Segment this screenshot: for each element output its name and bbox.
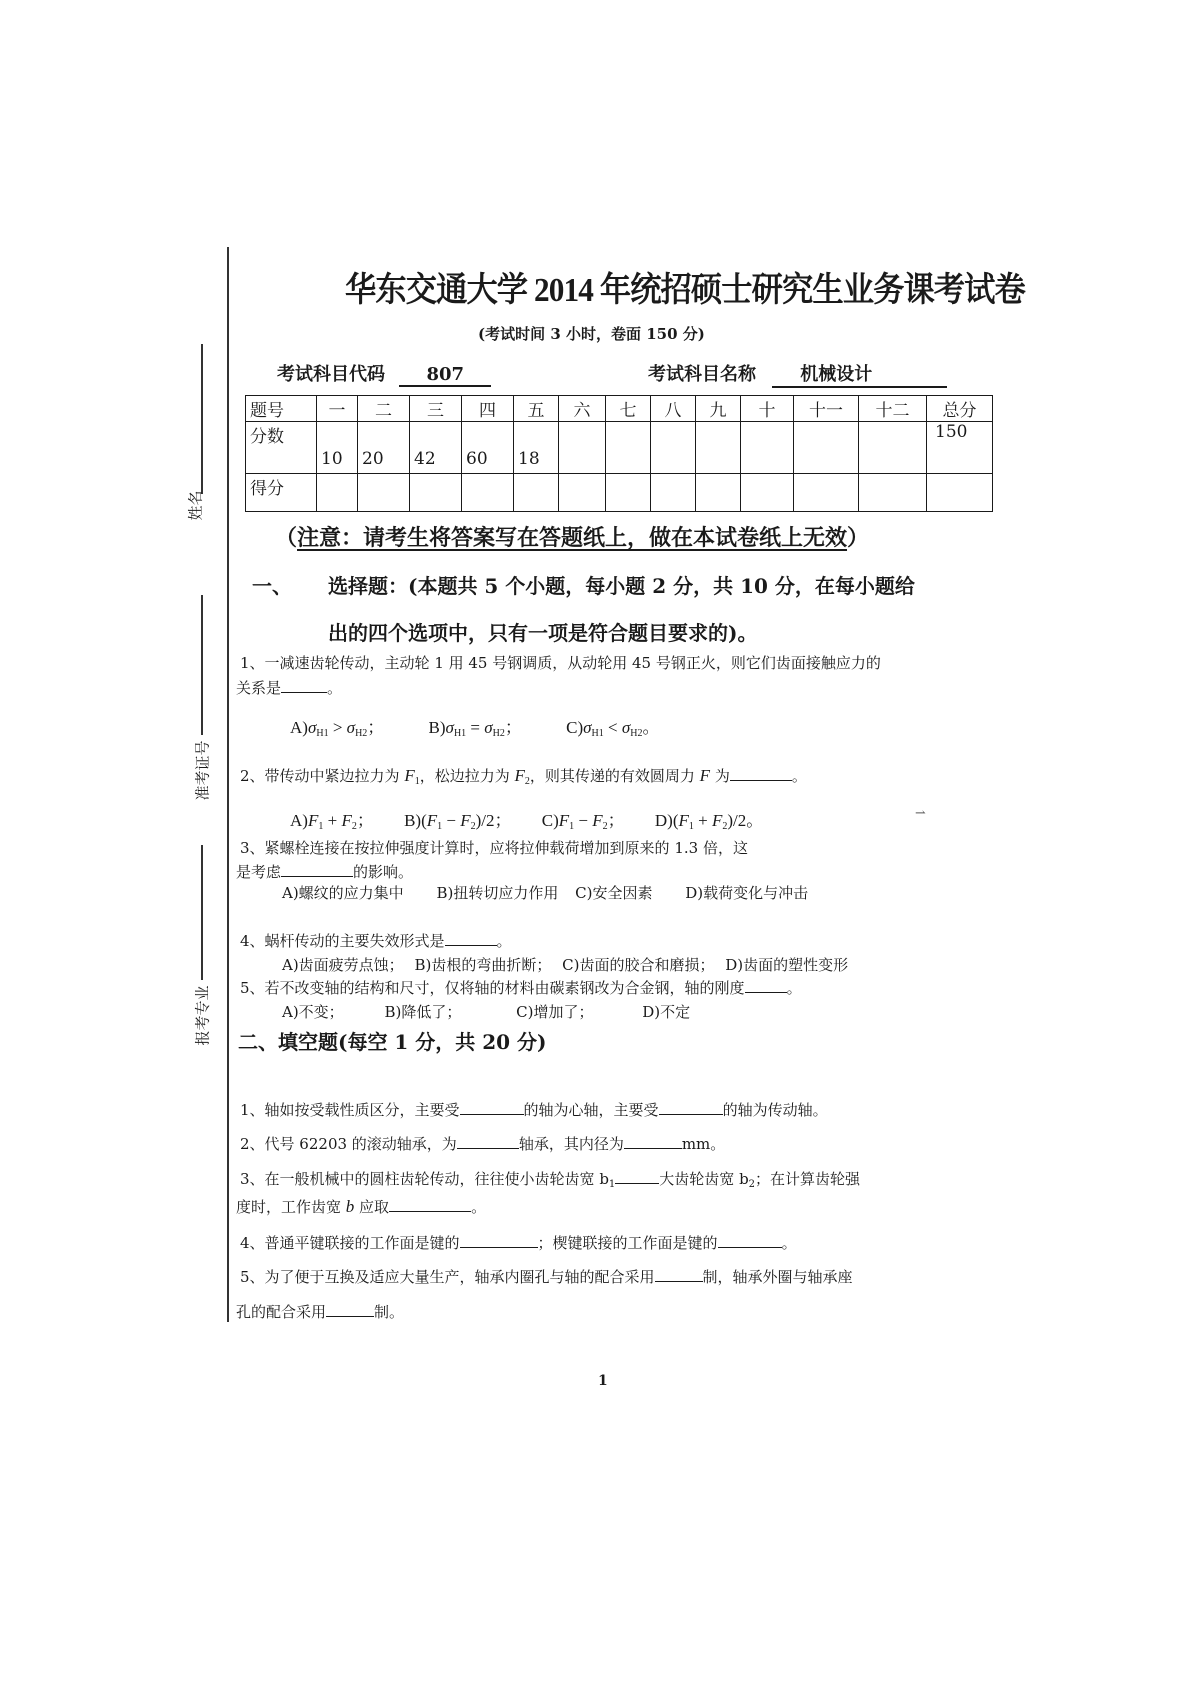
option-a: $A)F_1 + F_2$； [290, 811, 374, 832]
answer-blank [730, 766, 792, 781]
score-cell [317, 474, 358, 512]
subject-code-label: 考试科目代码 [277, 364, 385, 385]
points-cell [696, 422, 741, 474]
option-c: $C)F_1 - F_2$； [541, 811, 625, 832]
binding-line [227, 247, 229, 1322]
column-header: 总分 [927, 396, 993, 422]
page-number: 1 [598, 1373, 608, 1389]
name-label: 姓名 [186, 490, 205, 521]
score-cell [696, 474, 741, 512]
q3-options [282, 882, 808, 903]
option-d: D)不定 [642, 1003, 691, 1021]
q1-line2 [236, 677, 342, 698]
column-header: 十二 [859, 396, 927, 422]
option-c: $C)\sigma_{H1} < \sigma_{H2}$。 [566, 718, 660, 739]
answer-blank [326, 1302, 374, 1317]
major-underline [201, 845, 203, 980]
subject-code-row [277, 360, 491, 387]
answer-blank [718, 1233, 782, 1248]
section1-line1: 选择题：(本题共 5 个小题，每小题 2 分，共 10 分，在每小题给 [328, 574, 915, 598]
option-a: A)齿面疲劳点蚀； [282, 956, 404, 974]
option-d: $D)(F_1 + F_2)/2$。 [654, 811, 764, 832]
points-cell: 20 [358, 422, 410, 474]
option-c: C)安全因素 [575, 884, 653, 902]
q5-options [282, 1001, 690, 1022]
points-cell [651, 422, 696, 474]
row-label: 题号 [246, 396, 317, 422]
answer-blank [615, 1169, 659, 1184]
points-cell [794, 422, 859, 474]
score-cell [927, 474, 993, 512]
score-cell [794, 474, 859, 512]
q1-options [290, 713, 659, 739]
option-b: $B)(F_1 - F_2)/2$； [404, 811, 512, 832]
ticket-underline [201, 595, 203, 735]
option-c: C)增加了； [516, 1003, 594, 1021]
column-header: 四 [462, 396, 514, 422]
option-b: $B)\sigma_{H1} = \sigma_{H2}$； [428, 718, 522, 739]
table-row-points [246, 422, 993, 474]
option-a: $A)\sigma_{H1} > \sigma_{H2}$； [290, 718, 385, 739]
fill-q3-line2: 度时，工作齿宽 b 应取 。 [236, 1197, 487, 1216]
q4-line1: 4、蜗杆传动的主要失效形式是 。 [240, 932, 512, 950]
points-cell [741, 422, 794, 474]
score-table [245, 395, 993, 512]
answer-blank [624, 1134, 682, 1149]
column-header: 五 [514, 396, 559, 422]
fill-q2: 2、代号 62203 的滚动轴承，为 轴承，其内径为 mm。 [240, 1135, 726, 1153]
option-c: C)齿面的胶合和磨损； [562, 956, 715, 974]
answer-blank [745, 978, 787, 993]
notice-open-paren: （ [275, 525, 298, 551]
fill-q3-line1: 3、在一般机械中的圆柱齿轮传动，往往使小齿轮齿宽 $b_1$ 大齿轮齿宽 $b_2$；在计算齿轮强 [240, 1170, 861, 1190]
q4-options [282, 954, 848, 975]
ticket-number-label: 准考证号 [193, 740, 212, 801]
column-header: 七 [606, 396, 651, 422]
option-b: B)扭转切应力作用 [436, 884, 559, 902]
option-d: D)齿面的塑性变形 [725, 956, 849, 974]
column-header: 二 [358, 396, 410, 422]
score-cell [651, 474, 696, 512]
column-header: 九 [696, 396, 741, 422]
q3-line1: 3、紧螺栓连接在按拉伸强度计算时，应将拉伸载荷增加到原来的 1.3 倍，这 [240, 839, 748, 857]
notice-close-paren: ） [847, 525, 870, 551]
column-header: 十一 [794, 396, 859, 422]
score-cell [358, 474, 410, 512]
points-cell: 18 [514, 422, 559, 474]
fill-q4: 4、普通平键联接的工作面是键的 ；楔键联接的工作面是键的 。 [240, 1234, 797, 1252]
answer-blank [445, 931, 497, 946]
fill-q1: 1、轴如按受载性质区分，主要受 的轴为心轴，主要受 的轴为传动轴。 [240, 1101, 828, 1119]
answer-blank [457, 1134, 519, 1149]
answer-blank [460, 1233, 538, 1248]
q1-text: 关系是 [236, 679, 282, 697]
option-a: A)不变； [282, 1003, 344, 1021]
points-cell [559, 422, 606, 474]
score-cell [514, 474, 559, 512]
exam-title: 华东交通大学 2014 年统招硕士研究生业务课考试卷 [345, 272, 1025, 309]
section1-number: 一、 [252, 574, 292, 598]
q5-line1: 5、若不改变轴的结构和尺寸，仅将轴的材料由碳素钢改为合金钢，轴的刚度 。 [240, 979, 802, 997]
section2-heading: 二、填空题(每空 1 分，共 20 分) [238, 1030, 547, 1054]
answer-blank [655, 1267, 703, 1282]
score-cell [559, 474, 606, 512]
points-cell [606, 422, 651, 474]
table-row-scores [246, 474, 993, 512]
row-label: 分数 [246, 422, 317, 474]
exam-subtitle: (考试时间 3 小时，卷面 150 分) [478, 325, 705, 343]
answer-blank [281, 862, 353, 877]
subject-code-value: 807 [399, 364, 491, 387]
fill-q5-line1: 5、为了便于互换及适应大量生产，轴承内圈孔与轴的配合采用 制，轴承外圈与轴承座 [240, 1268, 853, 1286]
answer-blank [281, 678, 327, 693]
section1-line2: 出的四个选项中，只有一项是符合题目要求的)。 [328, 621, 758, 645]
q1-period: 。 [327, 679, 343, 697]
notice-text: 注意：请考生将答案写在答题纸上，做在本试卷纸上无效 [297, 525, 848, 551]
notice [275, 521, 869, 552]
major-label: 报考专业 [193, 985, 212, 1046]
points-cell: 10 [317, 422, 358, 474]
fill-q5-line2: 孔的配合采用 制。 [236, 1303, 405, 1321]
column-header: 六 [559, 396, 606, 422]
option-b: B)齿根的弯曲折断； [414, 956, 552, 974]
answer-blank [659, 1100, 723, 1115]
answer-blank [460, 1100, 524, 1115]
points-cell: 42 [410, 422, 462, 474]
score-cell [462, 474, 514, 512]
points-cell: 60 [462, 422, 514, 474]
q1-line1: 1、一减速齿轮传动，主动轮 1 用 45 号钢调质，从动轮用 45 号钢正火，则它们齿面接触应力的 [240, 654, 881, 672]
option-d: D)载荷变化与冲击 [685, 884, 809, 902]
score-cell [606, 474, 651, 512]
score-cell [410, 474, 462, 512]
subject-name-value: 机械设计 [772, 360, 947, 388]
name-underline [201, 344, 203, 494]
column-header: 一 [317, 396, 358, 422]
row-label: 得分 [246, 474, 317, 512]
subject-name-label: 考试科目名称 [648, 364, 756, 385]
table-row-question-numbers [246, 396, 993, 422]
section1-heading [252, 570, 915, 599]
points-cell [859, 422, 927, 474]
q3-line2: 是考虑 的影响。 [236, 863, 414, 881]
column-header: 八 [651, 396, 696, 422]
pen-mark: ⇀ [915, 806, 926, 821]
score-cell [741, 474, 794, 512]
subject-name-row [648, 360, 947, 388]
q2-options [290, 806, 763, 832]
answer-blank [389, 1197, 471, 1212]
q2-line1: 2、带传动中紧边拉力为 $F_1$，松边拉力为 $F_2$，则其传递的有效圆周力 F 为 。 [240, 766, 807, 787]
score-cell [859, 474, 927, 512]
option-a: A)螺纹的应力集中 [282, 884, 404, 902]
total-points-cell: 150 [927, 422, 993, 474]
column-header: 三 [410, 396, 462, 422]
option-b: B)降低了； [384, 1003, 462, 1021]
column-header: 十 [741, 396, 794, 422]
